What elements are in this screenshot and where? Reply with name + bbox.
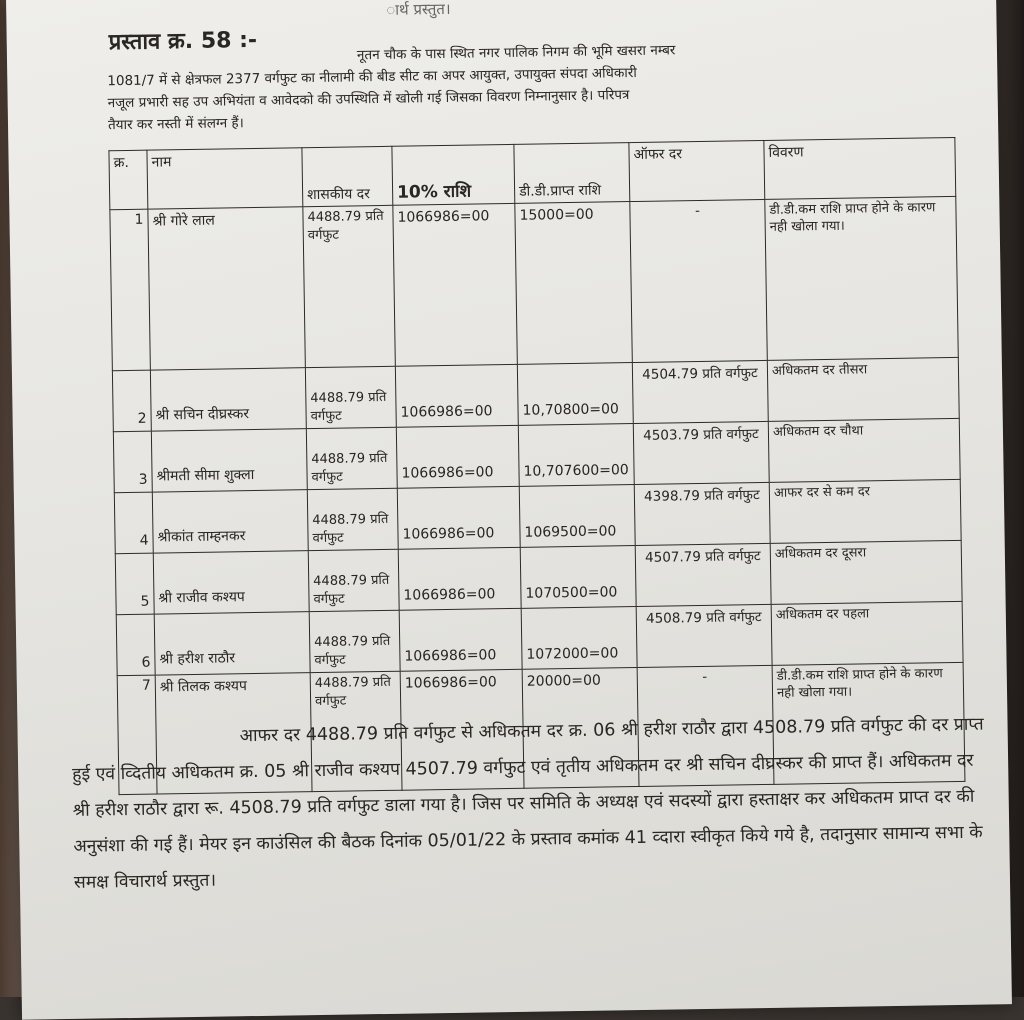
intro-line-2: 1081/7 में से क्षेत्रफल 2377 वर्गफुट का नीलामी की बीड सीट का अपर आयुक्त, उपायुक्त संपदा अधिकारी: [107, 64, 637, 90]
cell-offer-rate: 4507.79 प्रति वर्गफुट: [635, 543, 771, 606]
cell-name: श्री गोरे लाल: [148, 207, 306, 370]
header-ten-percent: 10% राशि: [392, 144, 515, 205]
header-sn: क्र.: [109, 150, 148, 210]
intro-line-4: तैयार कर नस्ती में संलग्न हैं।: [107, 115, 244, 134]
cell-details: अधिकतम दर दूसरा: [770, 540, 962, 604]
cell-dd-amount: 1069500=00: [519, 485, 635, 548]
cell-govt-rate: 4488.79 प्रति वर्गफुट: [309, 610, 400, 672]
intro-line-1: नूतन चौक के पास स्थित नगर पालिक निगम की भूमि खसरा नम्बर: [356, 42, 676, 64]
cell-ten-percent: 1066986=00: [396, 425, 519, 488]
document-page: [6, 0, 1012, 1020]
cell-offer-rate: 4504.79 प्रति वर्गफुट: [632, 360, 768, 423]
cell-ten-percent: 1066986=00: [398, 547, 521, 610]
summary-text: आफर दर 4488.79 प्रति वर्गफुट से अधिकतम दर क्र. 06 श्री हरीश राठौर द्वारा 4508.79 प्रति वर्गफुट की दर प्राप्त हुई एवं व्दितीय अधिकतम क्र. 05 श्री राजीव कश्यप 4507.79 वर्गफुट एवं तृतीय अधिकतम दर श्री सचिन दीघ्रस्कर की प्राप्त हैं। अधिकतम दर श्री हरीश राठौर द्वारा रू. 4508.79 प्रति वर्गफुट डाला गया है। जिस पर समिति के अध्यक्ष एवं सदस्यों द्वारा हस्ताक्षर कर अधिकतम प्राप्त दर की अनुसंशा की गई हैं। मेयर इन काउंसिल की बैठक दिनांक 05/01/22 के प्रस्ताव कमांक 41 व्दारा स्वीकृत किये गये है, तदानुसार सामान्य सभा के समक्ष विचारार्थ प्रस्तुत।: [72, 714, 984, 893]
cell-govt-rate: 4488.79 प्रति वर्गफुट: [305, 366, 396, 428]
summary-paragraph: [71, 706, 994, 900]
cell-sn: 6: [116, 614, 155, 676]
cell-sn: 1: [110, 209, 151, 371]
cell-name: श्रीकांत ताम्हनकर: [152, 490, 308, 553]
cell-dd-amount: 10,70800=00: [517, 363, 633, 426]
header-details: विवरण: [764, 137, 956, 199]
cell-details: अधिकतम दर तीसरा: [767, 357, 959, 421]
cell-govt-rate: 4488.79 प्रति वर्गफुट: [308, 549, 399, 611]
header-name: नाम: [147, 148, 303, 209]
cell-offer-rate: 4508.79 प्रति वर्गफुट: [636, 604, 772, 667]
proposal-heading: प्रस्ताव क्र. 58 :-: [108, 27, 258, 56]
cell-details: अधिकतम दर चौथा: [768, 418, 960, 482]
cell-dd-amount: 10,707600=00: [518, 424, 634, 487]
cell-sn: 5: [115, 553, 154, 615]
cell-name: श्री हरीश राठौर: [154, 612, 310, 675]
cell-name: श्री राजीव कश्यप: [153, 551, 309, 614]
cell-details: आफर दर से कम दर: [769, 479, 961, 543]
header-dd-amount: डी.डी.प्राप्त राशि: [514, 143, 630, 204]
cell-sn: 7: [117, 675, 157, 795]
cell-name: श्री तिलक कश्यप: [155, 673, 312, 794]
cell-offer-rate: 4503.79 प्रति वर्गफुट: [633, 421, 769, 484]
cell-details: अधिकतम दर पहला: [771, 601, 963, 665]
cell-offer-rate: 4398.79 प्रति वर्गफुट: [634, 482, 770, 545]
previous-section-fragment: ार्थ प्रस्तुत।: [386, 0, 451, 19]
cell-ten-percent: 1066986=00: [393, 203, 518, 366]
cell-dd-amount: 1070500=00: [520, 546, 636, 609]
cell-dd-amount: 1072000=00: [521, 607, 637, 670]
intro-paragraph: [107, 36, 868, 136]
cell-govt-rate: 4488.79 प्रति वर्गफुट: [310, 671, 402, 791]
table-row: [110, 196, 958, 370]
cell-dd-amount: 20000=00: [522, 668, 639, 789]
cell-offer-rate: -: [630, 199, 768, 362]
cell-dd-amount: 15000=00: [515, 202, 633, 365]
header-govt-rate: शासकीय दर: [302, 146, 393, 206]
cell-name: श्रीमती सीमा शुक्ला: [151, 429, 307, 492]
cell-ten-percent: 1066986=00: [397, 486, 520, 549]
cell-govt-rate: 4488.79 प्रति वर्गफुट: [303, 205, 396, 367]
cell-offer-rate: -: [637, 665, 774, 786]
cell-sn: 3: [113, 431, 152, 493]
cell-ten-percent: 1066986=00: [400, 669, 524, 790]
cell-govt-rate: 4488.79 प्रति वर्गफुट: [306, 427, 397, 489]
cell-ten-percent: 1066986=00: [399, 608, 522, 671]
cell-name: श्री सचिन दीघ्रस्कर: [150, 368, 306, 431]
cell-details: डी.डी.कम राशि प्राप्त होने के कारण नही खोला गया।: [772, 662, 965, 784]
bid-table: [108, 137, 965, 795]
intro-line-3: नजूल प्रभारी सह उप अभियंता व आवेदको की उपस्थिति में खोली गई जिसका विवरण निम्नानुसार है। परिपत्र: [107, 87, 630, 112]
cell-sn: 2: [112, 370, 151, 432]
cell-ten-percent: 1066986=00: [395, 364, 518, 427]
cell-sn: 4: [114, 492, 153, 554]
cell-govt-rate: 4488.79 प्रति वर्गफुट: [307, 488, 398, 550]
cell-details: डी.डी.कम राशि प्राप्त होने के कारण नही खोला गया।: [765, 196, 959, 360]
header-offer-rate: ऑफर दर: [629, 140, 765, 201]
